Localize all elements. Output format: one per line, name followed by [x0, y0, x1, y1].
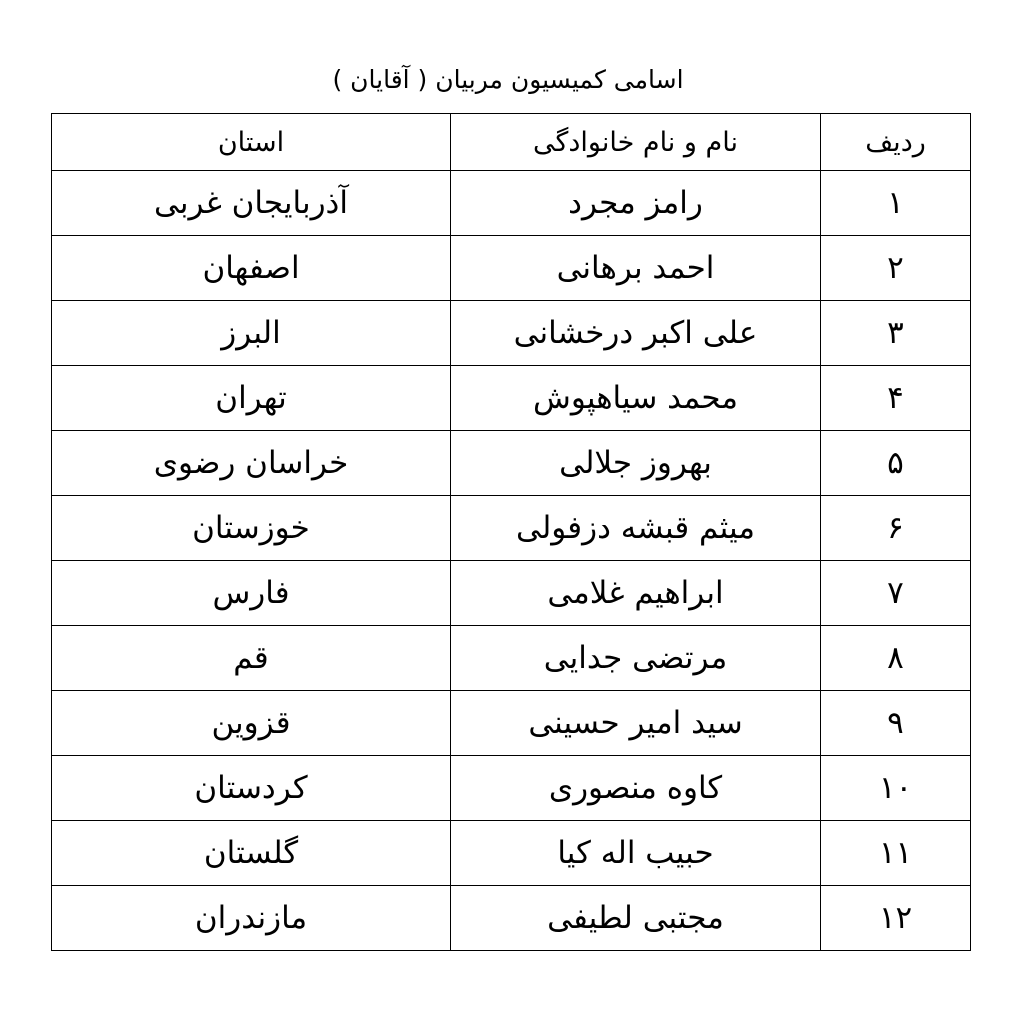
table-row	[52, 561, 971, 626]
province-cell: کردستان	[52, 756, 451, 821]
header-row-number: ردیف	[821, 114, 971, 171]
full-name-cell: میثم قبشه دزفولی	[451, 496, 821, 561]
full-name-cell: احمد برهانی	[451, 236, 821, 301]
row-number-cell: ۷	[821, 561, 971, 626]
row-number-cell: ۱۱	[821, 821, 971, 886]
table-row	[52, 821, 971, 886]
full-name-cell: مرتضی جدایی	[451, 626, 821, 691]
province-cell: البرز	[52, 301, 451, 366]
province-cell: قزوین	[52, 691, 451, 756]
row-number-cell: ۱۲	[821, 886, 971, 951]
full-name-cell: کاوه منصوری	[451, 756, 821, 821]
full-name-cell: محمد سیاهپوش	[451, 366, 821, 431]
row-number-cell: ۲	[821, 236, 971, 301]
table-row	[52, 886, 971, 951]
table-row	[52, 301, 971, 366]
province-cell: خوزستان	[52, 496, 451, 561]
row-number-cell: ۴	[821, 366, 971, 431]
table-row	[52, 691, 971, 756]
full-name-cell: سید امیر حسینی	[451, 691, 821, 756]
row-number-cell: ۳	[821, 301, 971, 366]
table-row	[52, 496, 971, 561]
full-name-cell: مجتبی لطیفی	[451, 886, 821, 951]
row-number-cell: ۱۰	[821, 756, 971, 821]
full-name-cell: ابراهیم غلامی	[451, 561, 821, 626]
table-row	[52, 171, 971, 236]
table-row	[52, 431, 971, 496]
row-number-cell: ۵	[821, 431, 971, 496]
row-number-cell: ۱	[821, 171, 971, 236]
table-header-row	[52, 114, 971, 171]
province-cell: تهران	[52, 366, 451, 431]
row-number-cell: ۶	[821, 496, 971, 561]
row-number-cell: ۸	[821, 626, 971, 691]
province-cell: اصفهان	[52, 236, 451, 301]
full-name-cell: حبیب اله کیا	[451, 821, 821, 886]
header-full-name: نام و نام خانوادگی	[451, 114, 821, 171]
header-province: استان	[52, 114, 451, 171]
coaches-table	[51, 113, 971, 951]
province-cell: گلستان	[52, 821, 451, 886]
full-name-cell: بهروز جلالی	[451, 431, 821, 496]
row-number-cell: ۹	[821, 691, 971, 756]
province-cell: آذربایجان غربی	[52, 171, 451, 236]
province-cell: قم	[52, 626, 451, 691]
province-cell: فارس	[52, 561, 451, 626]
table-row	[52, 756, 971, 821]
province-cell: مازندران	[52, 886, 451, 951]
table-row	[52, 366, 971, 431]
page-title: اسامی کمیسیون مربیان ( آقایان )	[332, 65, 684, 94]
table-row	[52, 236, 971, 301]
province-cell: خراسان رضوی	[52, 431, 451, 496]
full-name-cell: رامز مجرد	[451, 171, 821, 236]
full-name-cell: علی اکبر درخشانی	[451, 301, 821, 366]
table-row	[52, 626, 971, 691]
